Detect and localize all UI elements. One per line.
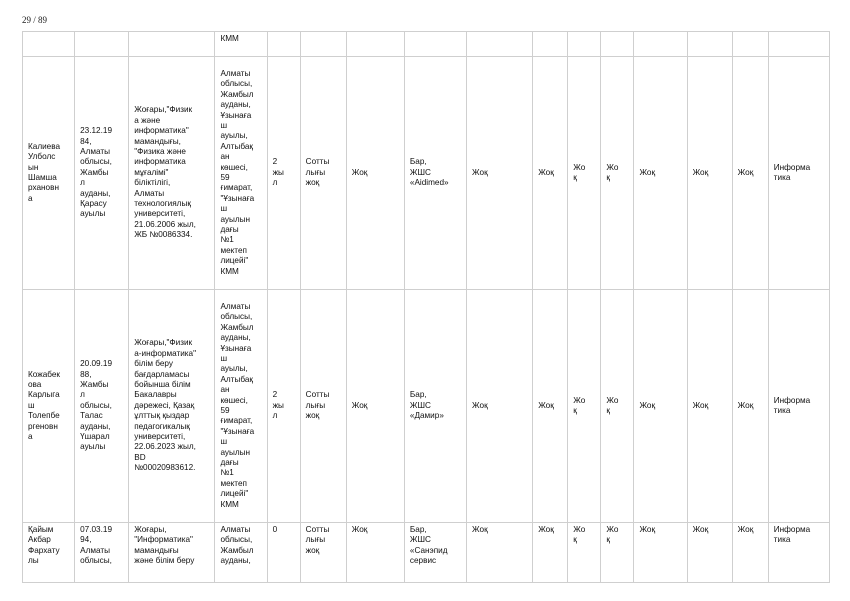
table-cell: [533, 32, 568, 57]
table-cell: Жоқ: [533, 57, 568, 290]
table-cell: Алматы облысы, Жамбыл ауданы, Ұзынаға ш ауылы, Алтыбақ ан көшесі, 59 ғимарат, "Ұзынаға ш ауылын дағы №1 мектеп лицейі" КММ: [215, 57, 267, 290]
table-cell: Жоқ: [732, 57, 768, 290]
table-row: [23, 290, 830, 523]
table-row: [23, 32, 830, 57]
table-cell: [75, 32, 129, 57]
table-cell: Жоқ: [346, 523, 404, 583]
table-cell: [267, 32, 300, 57]
table-cell: Жо қ: [601, 57, 634, 290]
table-cell: Сотты лығы жоқ: [300, 523, 346, 583]
table-row: [23, 57, 830, 290]
table-cell: Жо қ: [601, 290, 634, 523]
table-cell: [300, 32, 346, 57]
table-cell: [687, 32, 732, 57]
table-cell: Жоқ: [732, 290, 768, 523]
table-cell: Жоқ: [687, 290, 732, 523]
table-cell: Жо қ: [568, 290, 601, 523]
table-cell: Сотты лығы жоқ: [300, 57, 346, 290]
table-cell: Информа тика: [768, 290, 829, 523]
table-cell: Бар, ЖШС «Aidimed»: [404, 57, 466, 290]
table-row: [23, 523, 830, 583]
table-cell: Жоқ: [634, 290, 687, 523]
table-cell: Жоғары,"Физик а және информатика" мамандығы, "Физика және информатика мұғалімі" біліктілігі, Алматы технологиялық университеті, 21.06.2006 жыл, ЖБ №0086334.: [129, 57, 215, 290]
table-cell: [467, 32, 533, 57]
table-cell: Информа тика: [768, 523, 829, 583]
table-cell: Жоқ: [634, 57, 687, 290]
table-cell: [404, 32, 466, 57]
table-cell: Жоқ: [687, 523, 732, 583]
table-cell: Алматы облысы, Жамбыл ауданы, Ұзынаға ш ауылы, Алтыбақ ан көшесі, 59 ғимарат, "Ұзынаға ш ауылын дағы №1 мектеп лицейі" КММ: [215, 290, 267, 523]
table-cell: [601, 32, 634, 57]
table-cell: Жоқ: [346, 57, 404, 290]
table-cell: Жоқ: [687, 57, 732, 290]
table-body: [23, 32, 830, 583]
table-cell: Информа тика: [768, 57, 829, 290]
table-cell: Жоғары, "Информатика" мамандығы және білім беру: [129, 523, 215, 583]
table-cell: Жоқ: [467, 523, 533, 583]
table-cell: Жо қ: [568, 57, 601, 290]
table-cell: Қайым Акбар Фархату лы: [23, 523, 75, 583]
table-cell: Бар, ЖШС «Дамир»: [404, 290, 466, 523]
table-cell: Жоқ: [732, 523, 768, 583]
table-cell: [129, 32, 215, 57]
table-cell: 2 жы л: [267, 290, 300, 523]
table-cell: Жоқ: [533, 523, 568, 583]
table-cell: Бар, ЖШС «Санэпид сервис: [404, 523, 466, 583]
table-cell: [23, 32, 75, 57]
table-cell: [768, 32, 829, 57]
table-cell: 23.12.19 84, Алматы облысы, Жамбы л ауданы, Қарасу ауылы: [75, 57, 129, 290]
table-cell: [634, 32, 687, 57]
table-cell: КММ: [215, 32, 267, 57]
table-cell: [568, 32, 601, 57]
table-cell: Жоқ: [533, 290, 568, 523]
table-cell: [732, 32, 768, 57]
table-cell: Сотты лығы жоқ: [300, 290, 346, 523]
table-cell: Кожабек ова Карлыга ш Толепбе ргеновн а: [23, 290, 75, 523]
page-number: 29 / 89: [22, 15, 48, 25]
table-cell: Жо қ: [601, 523, 634, 583]
table-cell: 2 жы л: [267, 57, 300, 290]
table-cell: 0: [267, 523, 300, 583]
table-cell: Жоқ: [346, 290, 404, 523]
table-cell: Калиева Улболс ын Шамша рхановн а: [23, 57, 75, 290]
table-cell: Жоқ: [634, 523, 687, 583]
staff-table: [22, 31, 830, 583]
table-cell: 20.09.19 88, Жамбы л облысы, Талас ауданы, Үшарал ауылы: [75, 290, 129, 523]
table-cell: Жоғары,"Физик а-информатика" білім беру бағдарламасы бойынша білім Бакалавры дәрежесі, Қазақ ұлттық қыздар педагогикалық университеті, 22.06.2023 жыл, BD №00020983612.: [129, 290, 215, 523]
table-cell: [346, 32, 404, 57]
table-cell: 07.03.19 94, Алматы облысы,: [75, 523, 129, 583]
table-cell: Жоқ: [467, 290, 533, 523]
table-cell: Алматы облысы, Жамбыл ауданы,: [215, 523, 267, 583]
table-cell: Жо қ: [568, 523, 601, 583]
table-cell: Жоқ: [467, 57, 533, 290]
